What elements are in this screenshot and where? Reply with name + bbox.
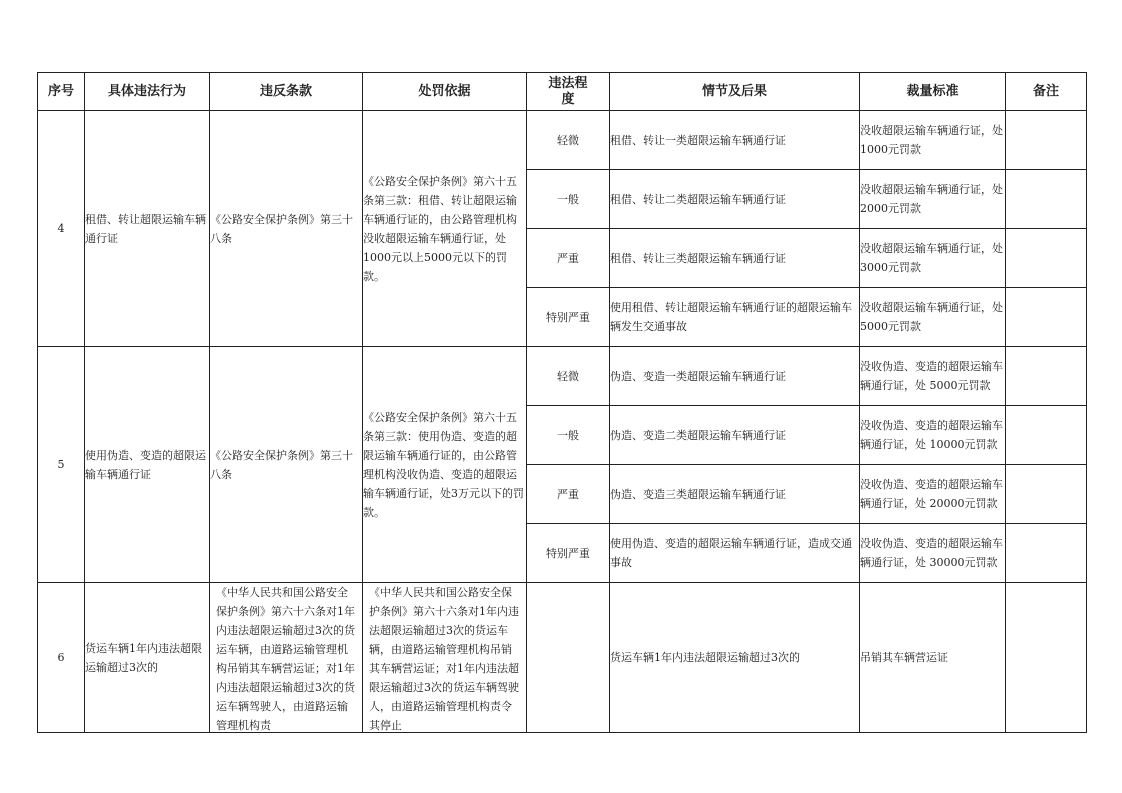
table-row: [38, 347, 1087, 406]
cell-note: [1006, 229, 1087, 288]
cell-standard: 吊销其车辆营运证: [860, 583, 1006, 733]
cell-circumstance: 租借、转让二类超限运输车辆通行证: [610, 170, 860, 229]
cell-basis: 《公路安全保护条例》第六十五条第三款：使用伪造、变造的超限运输车辆通行证的，由公路管理机构没收伪造、变造的超限运输车辆通行证，处3万元以下的罚款。: [363, 347, 527, 583]
cell-seq: 4: [38, 111, 85, 347]
penalty-table: [37, 72, 1087, 733]
cell-basis: [363, 583, 527, 733]
cell-degree: 特别严重: [527, 288, 610, 347]
cell-degree: 严重: [527, 229, 610, 288]
cell-note: [1006, 170, 1087, 229]
cell-degree: 特别严重: [527, 524, 610, 583]
cell-standard: 没收伪造、变造的超限运输车辆通行证，处 10000元罚款: [860, 406, 1006, 465]
header-row: [38, 73, 1087, 111]
col-header-standard: 裁量标准: [860, 73, 1006, 111]
col-header-circumstance: 情节及后果: [610, 73, 860, 111]
cell-circumstance: 伪造、变造二类超限运输车辆通行证: [610, 406, 860, 465]
cell-note: [1006, 347, 1087, 406]
cell-circumstance: 租借、转让三类超限运输车辆通行证: [610, 229, 860, 288]
cell-clause: 《公路安全保护条例》第三十八条: [210, 111, 363, 347]
cell-standard: 没收伪造、变造的超限运输车辆通行证，处 30000元罚款: [860, 524, 1006, 583]
cell-circumstance: 使用伪造、变造的超限运输车辆通行证，造成交通事故: [610, 524, 860, 583]
col-header-seq: 序号: [38, 73, 85, 111]
col-header-clause: 违反条款: [210, 73, 363, 111]
cell-note: [1006, 583, 1087, 733]
cell-degree: 一般: [527, 170, 610, 229]
cell-seq: 6: [38, 583, 85, 733]
cell-standard: 没收超限运输车辆通行证，处2000元罚款: [860, 170, 1006, 229]
col-header-note: 备注: [1006, 73, 1087, 111]
cell-basis: 《公路安全保护条例》第六十五条第三款：租借、转让超限运输车辆通行证的，由公路管理机构没收超限运输车辆通行证，处1000元以上5000元以下的罚款。: [363, 111, 527, 347]
cell-standard: 没收伪造、变造的超限运输车辆通行证，处 5000元罚款: [860, 347, 1006, 406]
cell-degree: 轻微: [527, 347, 610, 406]
cell-circumstance: 伪造、变造三类超限运输车辆通行证: [610, 465, 860, 524]
col-header-basis: 处罚依据: [363, 73, 527, 111]
cell-seq: 5: [38, 347, 85, 583]
cell-note: [1006, 465, 1087, 524]
cell-standard: 没收伪造、变造的超限运输车辆通行证，处 20000元罚款: [860, 465, 1006, 524]
cell-circumstance: 货运车辆1年内违法超限运输超过3次的: [610, 583, 860, 733]
cell-note: [1006, 288, 1087, 347]
cell-note: [1006, 524, 1087, 583]
cell-clause: 《公路安全保护条例》第三十八条: [210, 347, 363, 583]
cell-circumstance: 使用租借、转让超限运输车辆通行证的超限运输车辆发生交通事故: [610, 288, 860, 347]
cell-note: [1006, 406, 1087, 465]
cell-circumstance: 租借、转让一类超限运输车辆通行证: [610, 111, 860, 170]
col-header-degree: 违法程度: [527, 73, 610, 111]
cell-degree: 轻微: [527, 111, 610, 170]
cell-circumstance: 伪造、变造一类超限运输车辆通行证: [610, 347, 860, 406]
cell-standard: 没收超限运输车辆通行证，处3000元罚款: [860, 229, 1006, 288]
cell-note: [1006, 111, 1087, 170]
table-row: [38, 111, 1087, 170]
cell-behavior: 货运车辆1年内违法超限运输超过3次的: [85, 583, 210, 733]
cell-clause: [210, 583, 363, 733]
cell-basis-text: 《中华人民共和国公路安全保护条例》第六十六条对1年内违法超限运输超过3次的货运车辆，由道路运输管理机构吊销其车辆营运证；对1年内违法超限运输超过3次的货运车辆驾驶人，由道路运输管理机构责令其停止: [369, 586, 519, 732]
cell-standard: 没收超限运输车辆通行证，处1000元罚款: [860, 111, 1006, 170]
cell-behavior: 租借、转让超限运输车辆通行证: [85, 111, 210, 347]
cell-behavior: 使用伪造、变造的超限运输车辆通行证: [85, 347, 210, 583]
cell-standard: 没收超限运输车辆通行证，处5000元罚款: [860, 288, 1006, 347]
cell-degree: [527, 583, 610, 733]
cell-degree: 一般: [527, 406, 610, 465]
table-row: [38, 583, 1087, 733]
cell-degree: 严重: [527, 465, 610, 524]
col-header-behavior: 具体违法行为: [85, 73, 210, 111]
cell-clause-text: 《中华人民共和国公路安全保护条例》第六十六条对1年内违法超限运输超过3次的货运车辆，由道路运输管理机构吊销其车辆营运证；对1年内违法超限运输超过3次的货运车辆驾驶人，由道路运输管理机构责: [216, 586, 355, 732]
